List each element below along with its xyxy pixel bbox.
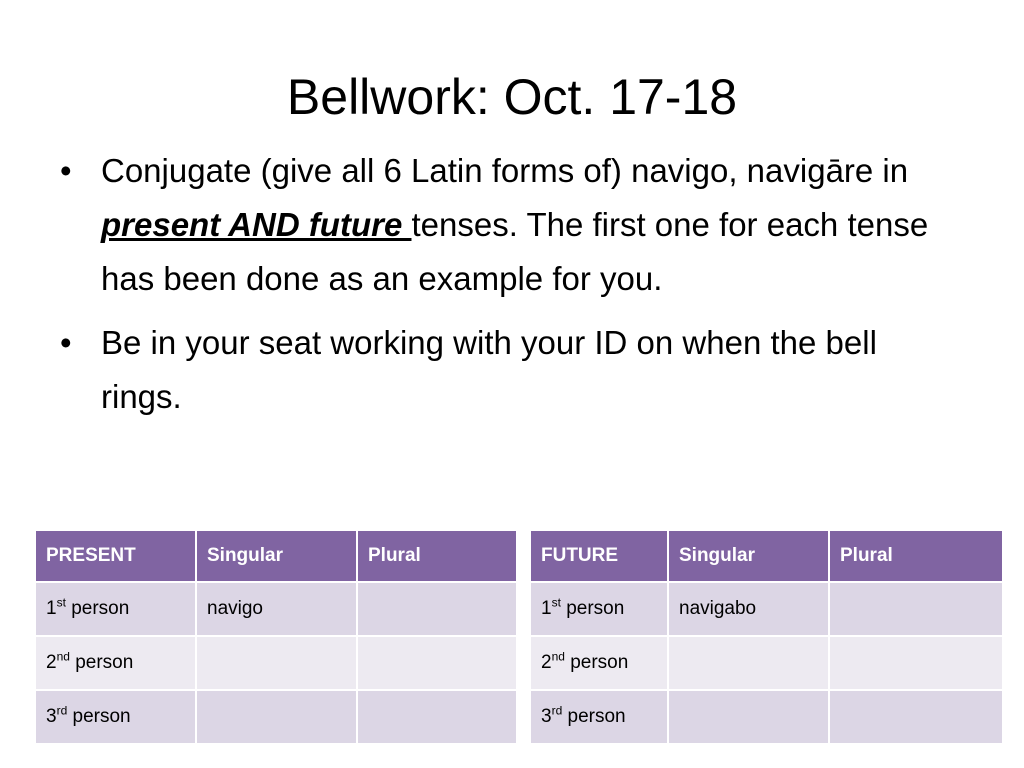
plural-cell [829,636,1003,690]
singular-cell: navigabo [668,582,829,636]
person-cell: 2nd person [530,636,668,690]
bullet-item-conjugate [58,144,958,306]
table-header-row [35,530,517,582]
bullet-text: Be in your seat working with your ID on when the bell rings. [101,324,877,415]
table-header-cell: FUTURE [530,530,668,582]
person-cell: 3rd person [35,690,196,744]
slide-title: Bellwork: Oct. 17-18 [286,69,738,125]
person-cell: 1st person [35,582,196,636]
future-table [529,529,1004,745]
plural-cell [829,690,1003,744]
singular-cell [668,636,829,690]
plural-cell [357,636,517,690]
table-row [530,582,1003,636]
present-table [34,529,518,745]
singular-cell [196,636,357,690]
table-header-row [530,530,1003,582]
singular-cell [668,690,829,744]
bullet-emphasis: present AND future [101,206,412,243]
table-header-cell: Singular [668,530,829,582]
table-header-cell: Singular [196,530,357,582]
table-row [530,690,1003,744]
table-row [35,690,517,744]
plural-cell [357,582,517,636]
bullet-text-before: Conjugate (give all 6 Latin forms of) navigo, navigāre in [101,152,909,189]
table-row [35,636,517,690]
plural-cell [357,690,517,744]
table-header-cell: Plural [357,530,517,582]
plural-cell [829,582,1003,636]
table-row [530,636,1003,690]
bullet-list [58,144,958,434]
bullet-text-after: tenses. The first one for each tense has been done as an example for you. [101,206,929,297]
bullet-dot-icon: • [60,324,72,361]
bullet-item-seat [58,316,958,424]
table-header-cell: PRESENT [35,530,196,582]
singular-cell: navigo [196,582,357,636]
bullet-dot-icon: • [60,152,72,189]
person-cell: 2nd person [35,636,196,690]
person-cell: 3rd person [530,690,668,744]
singular-cell [196,690,357,744]
table-header-cell: Plural [829,530,1003,582]
person-cell: 1st person [530,582,668,636]
table-row [35,582,517,636]
